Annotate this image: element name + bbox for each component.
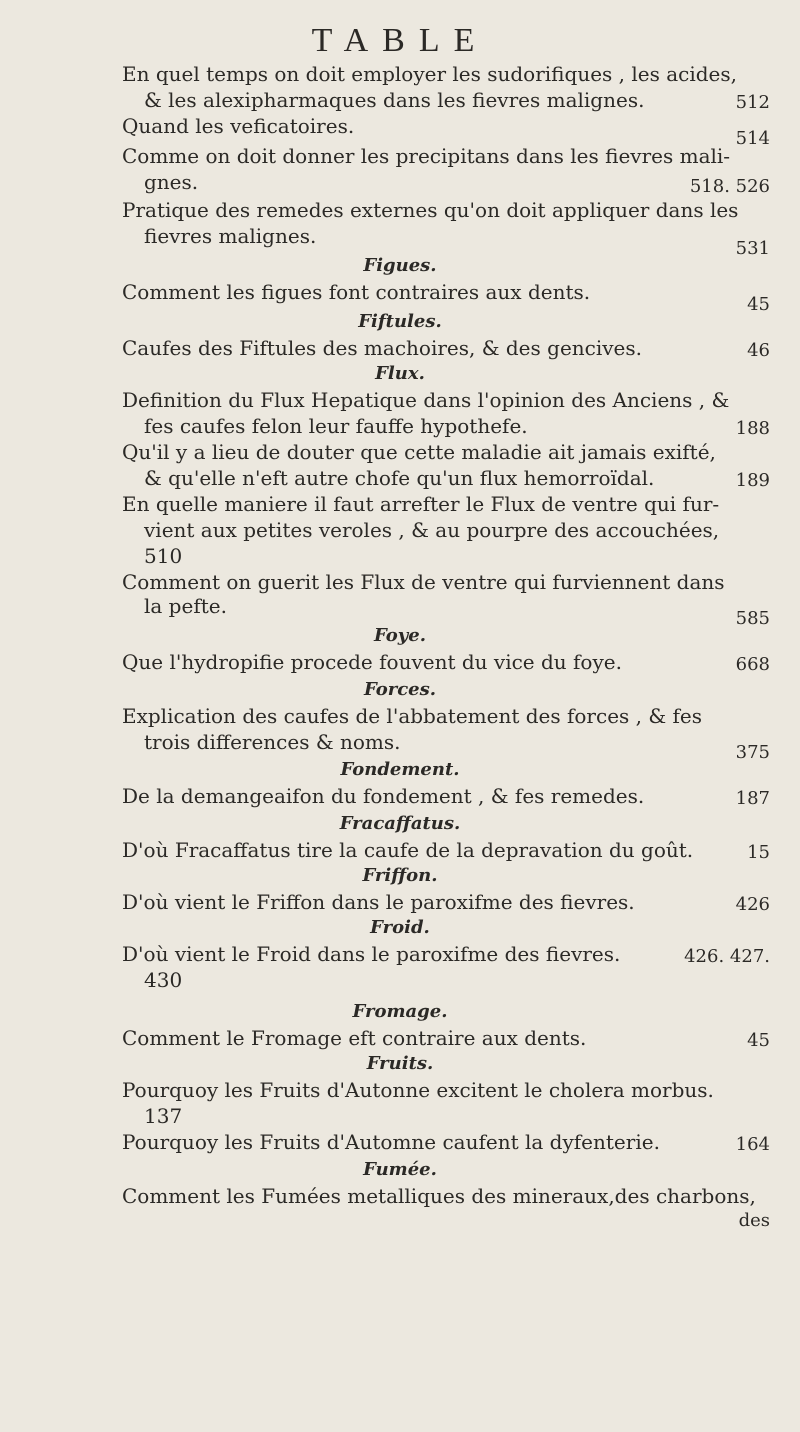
index-line: Explication des caufes de l'abbatement des forces , & fes [122,704,703,728]
index-line: & les alexipharmaques dans les fievres malignes. [144,88,645,112]
page-ref: 426. 427. [684,946,770,967]
page-ref: 188 [735,418,770,439]
index-line: la pefte. [144,594,227,618]
section-heading: Fiftules. [358,311,442,332]
index-line: Comment les figues font contraires aux dents. [122,280,591,304]
index-line: Pratique des remedes externes qu'on doit appliquer dans les [122,198,739,222]
page-ref: 375 [735,742,770,763]
page-ref: 46 [747,340,770,361]
index-line: Comment les Fumées metalliques des mineraux,des charbons, [122,1184,756,1208]
index-line: En quelle maniere il faut arrefter le Flux de ventre qui fur- [122,492,720,516]
index-line: 510 [144,544,183,568]
page-ref: 15 [747,842,770,863]
page-ref: 45 [747,294,770,315]
index-line: Pourquoy les Fruits d'Autonne excitent le cholera morbus. [122,1078,714,1102]
page-ref: 518. 526 [689,176,770,197]
index-line: D'où Fracaffatus tire la caufe de la depravation du goût. [122,838,694,862]
catchword: des [738,1210,770,1231]
index-line: Definition du Flux Hepatique dans l'opinion des Anciens , & [122,388,730,412]
section-heading: Figues. [363,255,437,276]
page-ref: 45 [747,1030,770,1051]
section-heading: Froid. [370,917,430,938]
index-line: fievres malignes. [144,224,317,248]
page-ref: 426 [735,894,770,915]
index-line: Caufes des Fiftules des machoires, & des gencives. [122,336,643,360]
section-heading: Forces. [363,679,437,700]
index-line: D'où vient le Froid dans le paroxifme des fievres. [122,942,621,966]
page-ref: 187 [735,788,770,809]
page-ref: 531 [735,238,770,259]
section-heading: Fracaffatus. [339,813,461,834]
section-heading: Foye. [374,625,426,646]
index-line: En quel temps on doit employer les sudorifiques , les acides, [122,62,738,86]
section-heading: Fromage. [352,1001,448,1022]
index-line: Que l'hydropifie procede fouvent du vice du foye. [122,650,622,674]
index-line: Comme on doit donner les precipitans dans les fievres mali- [122,144,731,168]
page-ref: 164 [735,1134,770,1155]
section-heading: Friffon. [362,865,438,886]
index-line: vient aux petites veroles , & au pourpre des accouchées, [144,518,720,542]
section-heading: Fondement. [340,759,460,780]
section-heading: Fruits. [366,1053,434,1074]
index-line: Qu'il y a lieu de douter que cette maladie ait jamais exifté, [122,440,716,464]
index-line: gnes. [144,170,199,194]
index-line: 137 [144,1104,183,1128]
index-line: 430 [144,968,183,992]
section-heading: Flux. [375,363,425,384]
page-ref: 668 [735,654,770,675]
page-ref: 514 [735,128,770,149]
page-ref: 189 [735,470,770,491]
index-line: fes caufes felon leur fauffe hypothefe. [144,414,528,438]
index-line: Comment on guerit les Flux de ventre qui furviennent dans [122,570,725,594]
index-line: trois differences & noms. [144,730,401,754]
index-line: De la demangeaifon du fondement , & fes remedes. [122,784,645,808]
index-line: & qu'elle n'eft autre chofe qu'un flux hemorroïdal. [144,466,655,490]
section-heading: Fumée. [363,1159,437,1180]
page-title: TABLE [311,22,489,59]
index-line: Quand les veficatoires. [122,114,355,138]
page-ref: 585 [735,608,770,629]
index-line: Comment le Fromage eft contraire aux dents. [122,1026,587,1050]
index-line: Pourquoy les Fruits d'Automne caufent la dyfenterie. [122,1130,660,1154]
page-ref: 512 [735,92,770,113]
index-line: D'où vient le Friffon dans le paroxifme des fievres. [122,890,635,914]
